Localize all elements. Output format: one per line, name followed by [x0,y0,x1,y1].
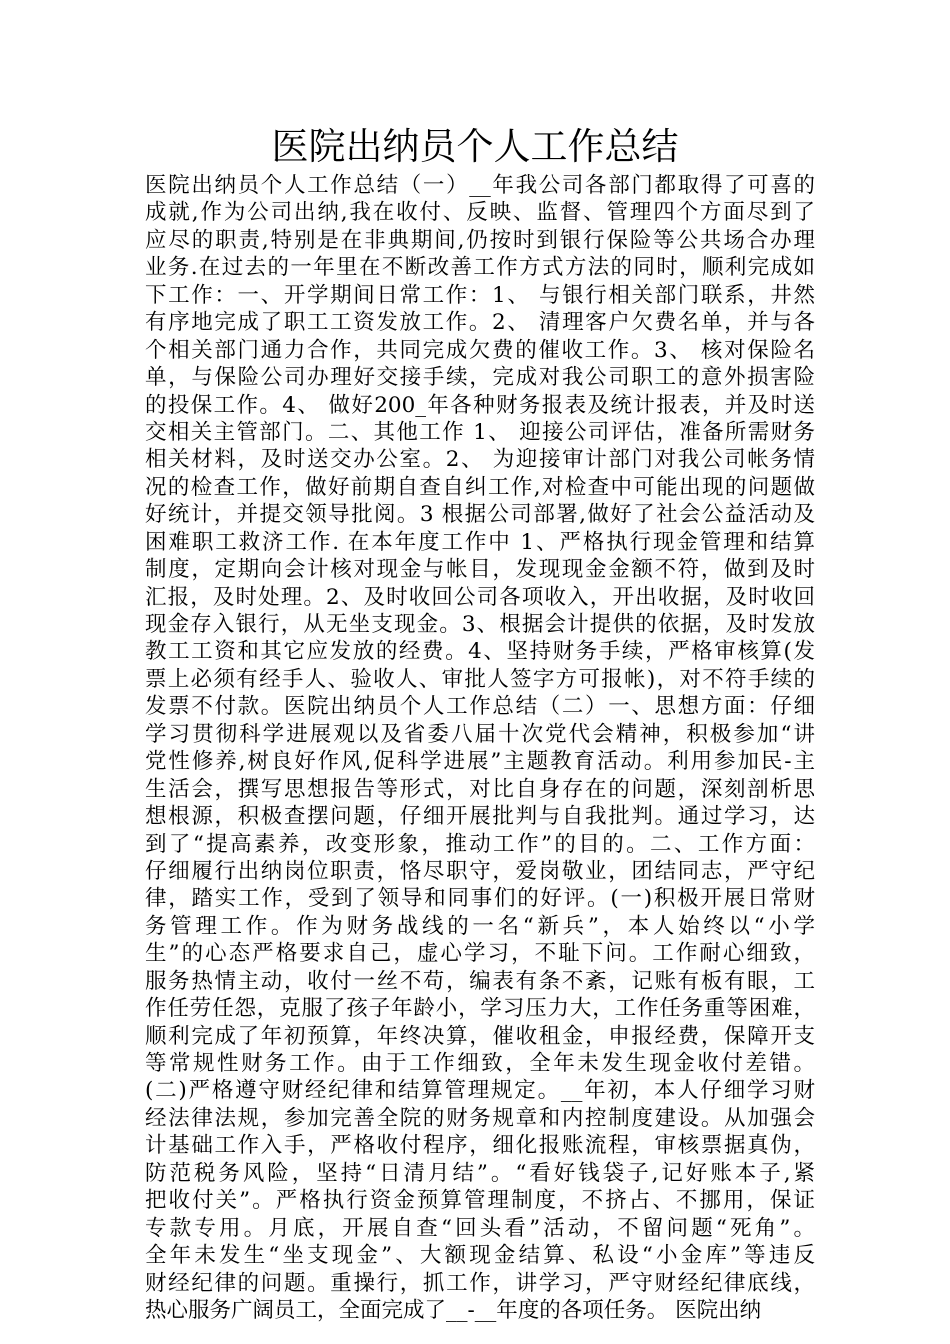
body-line: 教工工资和其它应发放的经费。4、坚持财务手续，严格审核算(发 [145,639,815,665]
body-line: 生活会，撰写思想报告等形式，对比自身存在的问题，深刻剖析思 [145,776,815,802]
body-line: 的投保工作。4、 做好200_年各种财务报表及统计报表，并及时送 [145,392,815,418]
body-line: 发票不付款。医院出纳员个人工作总结（二）一、思想方面：仔细 [145,694,815,720]
body-line: 个相关部门通力合作，共同完成欠费的催收工作。3、 核对保险名 [145,337,815,363]
body-line: (二)严格遵守财经纪律和结算管理规定。__年初，本人仔细学习财 [145,1078,815,1104]
body-line: 顺利完成了年初预算，年终决算，催收租金，申报经费，保障开支 [145,1023,815,1049]
body-line: 计基础工作入手，严格收付程序，细化报账流程，审核票据真伪， [145,1133,815,1159]
body-line: 困难职工救济工作. 在本年度工作中 1、严格执行现金管理和结算 [145,529,815,555]
body-line: 生”的心态严格要求自己，虚心学习，不耻下问。工作耐心细致， [145,941,815,967]
body-line: 防范税务风险，坚持“日清月结”。“看好钱袋子,记好账本子,紧 [145,1160,815,1186]
body-line: 应尽的职责,特别是在非典期间,仍按时到银行保险等公共场合办理 [145,227,815,253]
body-line: 仔细履行出纳岗位职责，恪尽职守，爱岗敬业，团结同志，严守纪 [145,858,815,884]
body-line: 成就,作为公司出纳,我在收付、反映、监督、管理四个方面尽到了 [145,200,815,226]
document-title: 医院出纳员个人工作总结 [271,125,679,168]
body-line: 党性修养,树良好作风,促科学进展”主题教育活动。利用参加民-主 [145,749,815,775]
body-line: 医院出纳员个人工作总结（一）__年我公司各部门都取得了可喜的 [145,173,815,198]
body-line: 经法律法规，参加完善全院的财务规章和内控制度建设。从加强会 [145,1105,815,1131]
body-line: 现金存入银行，从无坐支现金。3、根据会计提供的依据，及时发放 [145,612,815,637]
body-line: 票上必须有经手人、验收人、审批人签字方可报帐)，对不符手续的 [145,666,815,692]
body-line: 业务.在过去的一年里在不断改善工作方式方法的同时，顺利完成如 [145,255,815,281]
body-line: 作任劳任怨，克服了孩子年龄小，学习压力大，工作任务重等困难， [145,996,815,1022]
body-line: 相关材料，及时送交办公室。2、 为迎接审计部门对我公司帐务情 [145,447,815,473]
body-line: 有序地完成了职工工资发放工作。2、 清理客户欠费名单，并与各 [145,310,815,336]
body-line: 全年未发生“坐支现金”、大额现金结算、私设“小金库”等违反 [145,1243,815,1269]
body-line: 况的检查工作，做好前期自查自纠工作,对检查中可能出现的问题做 [145,474,815,500]
body-line: 交相关主管部门。二、其他工作 1、 迎接公司评估，准备所需财务 [145,419,815,445]
body-line: 热心服务广阔员工，全面完成了__-__年度的各项任务。 医院出纳 [145,1297,762,1323]
body-line: 到了“提高素养，改变形象，推动工作”的目的。二、工作方面： [145,831,815,857]
body-line: 等常规性财务工作。由于工作细致，全年未发生现金收付差错。 [145,1051,815,1076]
body-line: 律，踏实工作，受到了领导和同事们的好评。(一)积极开展日常财 [145,886,815,912]
body-line: 制度，定期向会计核对现金与帐目，发现现金金额不符，做到及时 [145,557,815,583]
body-line: 好统计，并提交领导批阅。3 根据公司部署,做好了社会公益活动及 [145,502,815,528]
body-line: 专款专用。月底，开展自查“回头看”活动，不留问题“死角”。 [145,1215,815,1241]
document-body [145,172,815,1324]
body-line: 单，与保险公司办理好交接手续，完成对我公司职工的意外损害险 [145,365,815,391]
body-line: 把收付关”。严格执行资金预算管理制度，不挤占、不挪用，保证 [145,1188,815,1214]
body-line: 财经纪律的问题。重操行，抓工作，讲学习，严守财经纪律底线， [145,1270,815,1296]
body-line: 务管理工作。作为财务战线的一名“新兵”，本人始终以“小学 [145,913,815,939]
body-line: 服务热情主动，收付一丝不苟，编表有条不紊，记账有板有眼，工 [145,968,815,994]
body-line: 学习贯彻科学进展观以及省委八届十次党代会精神，积极参加“讲 [145,721,815,747]
body-line: 想根源，积极查摆问题，仔细开展批判与自我批判。通过学习，达 [145,804,815,830]
body-line: 下工作：一、开学期间日常工作：1、 与银行相关部门联系，井然 [145,282,815,308]
body-line: 汇报，及时处理。2、及时收回公司各项收入，开出收据，及时收回 [145,584,815,610]
